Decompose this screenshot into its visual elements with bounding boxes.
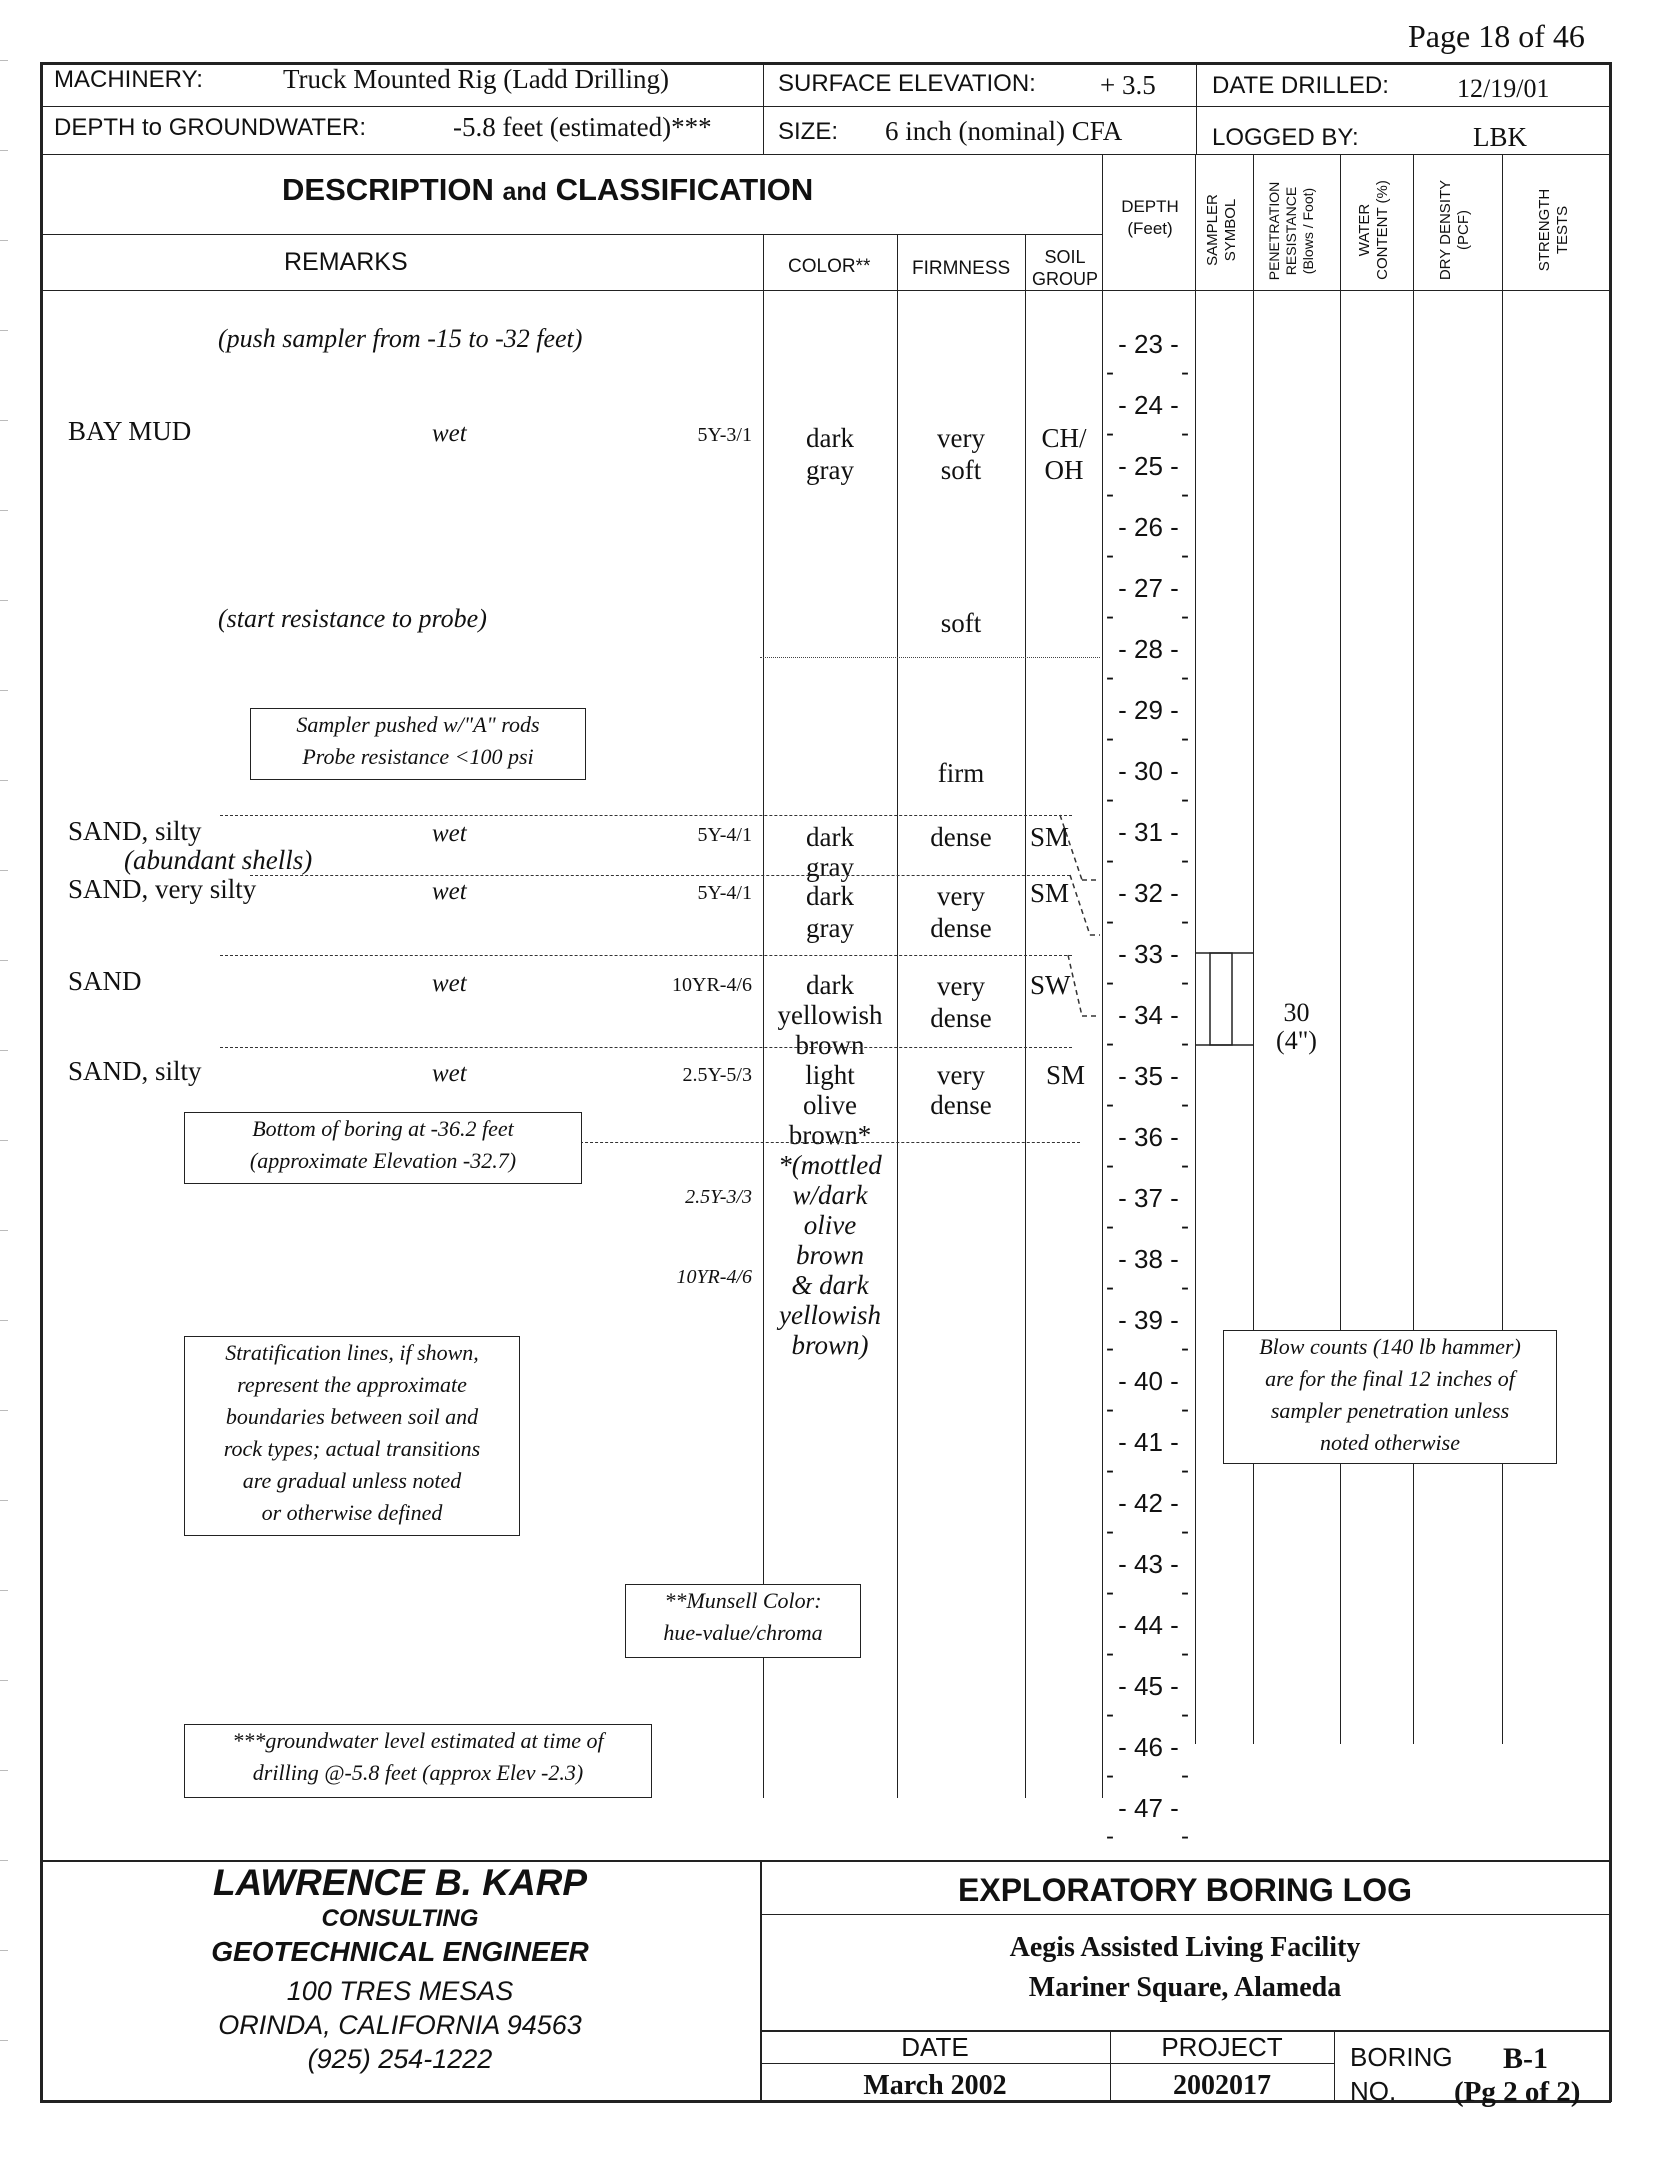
stratification-note-box: Stratification lines, if shown, represent the approximate boundaries between soil and rock types; actual transitions are gradual unless noted or otherwise defined [184, 1336, 520, 1536]
depth-tick: - [1181, 664, 1189, 691]
logged-by-value: LBK [1473, 122, 1527, 152]
size-label: SIZE: [778, 118, 839, 145]
depth-tick: - [1181, 969, 1189, 996]
depth-tick: - [1181, 603, 1189, 630]
surface-elevation-label: SURFACE ELEVATION: [778, 70, 1036, 97]
push-sampler-note: (push sampler from -15 to -32 feet) [218, 324, 583, 353]
dry-density-header: DRY DENSITY (PCF) [1437, 179, 1472, 281]
depth-label: - 33 - [1118, 939, 1179, 969]
blow-count: 30 [1283, 998, 1310, 1027]
layer-sand-very-silty-munsell: 5Y-4/1 [697, 882, 752, 904]
layer-bay-mud-color: dark gray [806, 423, 854, 485]
layer-sand-very-silty-name: SAND, very silty [68, 874, 257, 904]
depth-label: - 44 - [1118, 1610, 1179, 1640]
munsell-2: 2.5Y-3/3 [685, 1186, 752, 1208]
date-label: DATE [901, 2032, 969, 2062]
depth-tick: - [1181, 359, 1189, 386]
depth-tick: - [1181, 1640, 1189, 1667]
munsell-3: 10YR-4/6 [676, 1266, 752, 1288]
depth-tick: - [1106, 786, 1114, 813]
layer-sand-silty-2-name: SAND, silty [68, 1056, 202, 1086]
layer-sand-very-silty-firmness: very dense [930, 881, 992, 943]
project-label: PROJECT [1161, 2032, 1283, 2062]
depth-tick: - [1181, 725, 1189, 752]
groundwater-value: -5.8 feet (estimated)*** [453, 112, 712, 142]
layer-sand-silty-2-moisture: wet [432, 1060, 467, 1087]
depth-tick: - [1106, 969, 1114, 996]
layer-sand-silty-2-group: SM [1046, 1060, 1086, 1090]
depth-tick: - [1106, 1274, 1114, 1301]
depth-label: - 23 - [1118, 329, 1179, 359]
remarks-header: REMARKS [284, 248, 408, 276]
layer-sand-very-silty-color: dark gray [806, 881, 854, 943]
machinery-label: MACHINERY: [54, 66, 203, 93]
depth-tick: - [1106, 1030, 1114, 1057]
depth-label: - 32 - [1118, 878, 1179, 908]
date-value: March 2002 [863, 2070, 1007, 2101]
depth-tick: - [1181, 481, 1189, 508]
depth-tick: - [1181, 1152, 1189, 1179]
depth-tick: - [1181, 1396, 1189, 1423]
depth-tick: - [1181, 1762, 1189, 1789]
depth-tick: - [1181, 1335, 1189, 1362]
soil-group-header: SOIL GROUP [1031, 247, 1098, 289]
depth-tick: - [1106, 1640, 1114, 1667]
layer-bay-mud-group: CH/ OH [1041, 423, 1087, 485]
groundwater-note-box: ***groundwater level estimated at time of drilling @-5.8 feet (approx Elev -2.3) [184, 1724, 652, 1798]
project-name: Aegis Assisted Living Facility [1009, 1932, 1361, 1963]
depth-label: - 42 - [1118, 1488, 1179, 1518]
boring-no-label: NO. [1350, 2076, 1397, 2106]
depth-tick: - [1106, 1823, 1114, 1850]
depth-tick: - [1181, 908, 1189, 935]
depth-label: - 45 - [1118, 1671, 1179, 1701]
depth-tick: - [1181, 1579, 1189, 1606]
depth-tick: - [1106, 481, 1114, 508]
description-title: DESCRIPTION and CLASSIFICATION [282, 172, 814, 207]
depth-tick: - [1106, 1762, 1114, 1789]
layer-sand-very-silty-group: SM [1030, 878, 1070, 908]
firmness-firm: firm [937, 758, 985, 788]
boring-label: BORING [1350, 2042, 1453, 2072]
depth-label: - 31 - [1118, 817, 1179, 847]
layer-bay-mud-moisture: wet [432, 420, 467, 447]
depth-tick: - [1106, 603, 1114, 630]
layer-sand-silty-group: SM [1030, 822, 1070, 852]
layer-sand-group: SW [1030, 970, 1071, 1000]
layer-bay-mud-munsell: 5Y-3/1 [697, 424, 752, 446]
depth-tick: - [1106, 1335, 1114, 1362]
depth-label: - 25 - [1118, 451, 1179, 481]
sampler-symbol-header: SAMPLER SYMBOL [1204, 194, 1239, 266]
depth-label: - 30 - [1118, 756, 1179, 786]
groundwater-label: DEPTH to GROUNDWATER: [54, 114, 367, 141]
date-drilled-value: 12/19/01 [1457, 74, 1550, 103]
depth-tick: - [1106, 725, 1114, 752]
depth-label: - 47 - [1118, 1793, 1179, 1823]
layer-sand-very-silty-moisture: wet [432, 878, 467, 905]
color-header: COLOR** [788, 256, 871, 277]
logged-by-label: LOGGED BY: [1212, 124, 1359, 151]
depth-label: - 40 - [1118, 1366, 1179, 1396]
depth-tick: - [1181, 1091, 1189, 1118]
mottled-note: *(mottled w/dark olive brown & dark yellowish brown) [778, 1150, 882, 1360]
depth-label: - 28 - [1118, 634, 1179, 664]
blow-count-note-box: Blow counts (140 lb hammer) are for the final 12 inches of sampler penetration unless noted otherwise [1223, 1330, 1557, 1464]
depth-label: - 34 - [1118, 1000, 1179, 1030]
depth-tick: - [1106, 1213, 1114, 1240]
depth-tick: - [1106, 908, 1114, 935]
depth-label: - 39 - [1118, 1305, 1179, 1335]
log-title: EXPLORATORY BORING LOG [958, 1872, 1412, 1908]
depth-tick: - [1106, 1457, 1114, 1484]
depth-tick: - [1181, 542, 1189, 569]
stratification-brackets [1060, 815, 1100, 1016]
depth-tick: - [1106, 542, 1114, 569]
depth-tick: - [1181, 786, 1189, 813]
strength-tests-header: STRENGTH TESTS [1536, 188, 1571, 272]
layer-sand-firmness: very dense [930, 971, 992, 1033]
layer-sand-munsell: 10YR-4/6 [672, 974, 752, 996]
firmness-header: FIRMNESS [912, 258, 1011, 279]
depth-label: - 26 - [1118, 512, 1179, 542]
layer-sand-moisture: wet [432, 970, 467, 997]
depth-header: DEPTH (Feet) [1121, 197, 1179, 238]
depth-tick: - [1106, 1518, 1114, 1545]
depth-tick: - [1106, 1152, 1114, 1179]
depth-label: - 46 - [1118, 1732, 1179, 1762]
page-number: Page 18 of 46 [1408, 18, 1585, 54]
layer-sand-silty-2-firmness: very dense [930, 1060, 992, 1120]
depth-tick: - [1106, 420, 1114, 447]
layer-sand-silty-moisture: wet [432, 820, 467, 847]
layer-sand-silty-sub: (abundant shells) [124, 845, 313, 875]
firm-name: LAWRENCE B. KARP [212, 1862, 588, 1903]
machinery-value: Truck Mounted Rig (Ladd Drilling) [283, 64, 669, 94]
firm-address-1: 100 TRES MESAS [286, 1976, 514, 2006]
depth-label: - 43 - [1118, 1549, 1179, 1579]
layer-sand-silty-name: SAND, silty [68, 816, 202, 846]
layer-sand-silty-firmness: dense [930, 822, 992, 852]
depth-tick: - [1106, 847, 1114, 874]
sampler-note-box: Sampler pushed w/"A" rods Probe resistance <100 psi [250, 708, 586, 780]
depth-tick: - [1181, 847, 1189, 874]
depth-tick: - [1181, 1701, 1189, 1728]
date-drilled-label: DATE DRILLED: [1212, 72, 1389, 99]
resistance-note: (start resistance to probe) [218, 604, 487, 633]
depth-label: - 24 - [1118, 390, 1179, 420]
blow-count-sub: (4") [1276, 1026, 1317, 1055]
depth-tick: - [1106, 1701, 1114, 1728]
depth-label: - 27 - [1118, 573, 1179, 603]
firm-title: GEOTECHNICAL ENGINEER [211, 1936, 589, 1967]
layer-sand-silty-munsell: 5Y-4/1 [697, 824, 752, 846]
penetration-resistance-header: PENETRATION RESISTANCE (Blows / Foot) [1266, 181, 1316, 281]
sampler-symbol [1195, 953, 1253, 1045]
depth-label: - 37 - [1118, 1183, 1179, 1213]
depth-tick: - [1181, 1213, 1189, 1240]
depth-tick: - [1181, 1823, 1189, 1850]
depth-tick: - [1106, 359, 1114, 386]
surface-elevation-value: + 3.5 [1100, 70, 1156, 100]
size-value: 6 inch (nominal) CFA [885, 116, 1123, 146]
layer-sand-silty-2-munsell: 2.5Y-5/3 [682, 1064, 752, 1086]
firm-address-2: ORINDA, CALIFORNIA 94563 [218, 2010, 582, 2040]
depth-tick: - [1181, 1030, 1189, 1057]
depth-label: - 35 - [1118, 1061, 1179, 1091]
layer-sand-color: dark yellowish brown [777, 970, 883, 1060]
project-number: 2002017 [1173, 2070, 1271, 2101]
layer-bay-mud-name: BAY MUD [68, 416, 192, 446]
depth-tick: - [1106, 1091, 1114, 1118]
depth-label: - 41 - [1118, 1427, 1179, 1457]
bottom-of-boring-box: Bottom of boring at -36.2 feet (approximate Elevation -32.7) [184, 1112, 582, 1184]
layer-bay-mud-firmness: very soft [937, 423, 985, 485]
project-location: Mariner Square, Alameda [1028, 1972, 1342, 2003]
depth-tick: - [1181, 1518, 1189, 1545]
depth-tick: - [1106, 1396, 1114, 1423]
layer-sand-silty-2-color: light olive brown* [788, 1060, 872, 1150]
depth-label: - 36 - [1118, 1122, 1179, 1152]
water-content-header: WATER CONTENT (%) [1356, 180, 1391, 280]
depth-tick: - [1181, 1457, 1189, 1484]
firm-consulting: CONSULTING [321, 1905, 479, 1932]
depth-label: - 38 - [1118, 1244, 1179, 1274]
depth-tick: - [1106, 664, 1114, 691]
depth-tick: - [1181, 1274, 1189, 1301]
firmness-soft: soft [940, 608, 982, 638]
firm-phone: (925) 254-1222 [307, 2044, 493, 2074]
boring-number: B-1 [1503, 2042, 1548, 2075]
depth-tick: - [1106, 1579, 1114, 1606]
depth-label: - 29 - [1118, 695, 1179, 725]
layer-sand-name: SAND [68, 966, 142, 996]
depth-tick: - [1181, 420, 1189, 447]
munsell-note-box: **Munsell Color: hue-value/chroma [625, 1584, 861, 1658]
layer-sand-silty-color: dark gray [806, 822, 854, 882]
boring-page-of: (Pg 2 of 2) [1454, 2076, 1581, 2108]
